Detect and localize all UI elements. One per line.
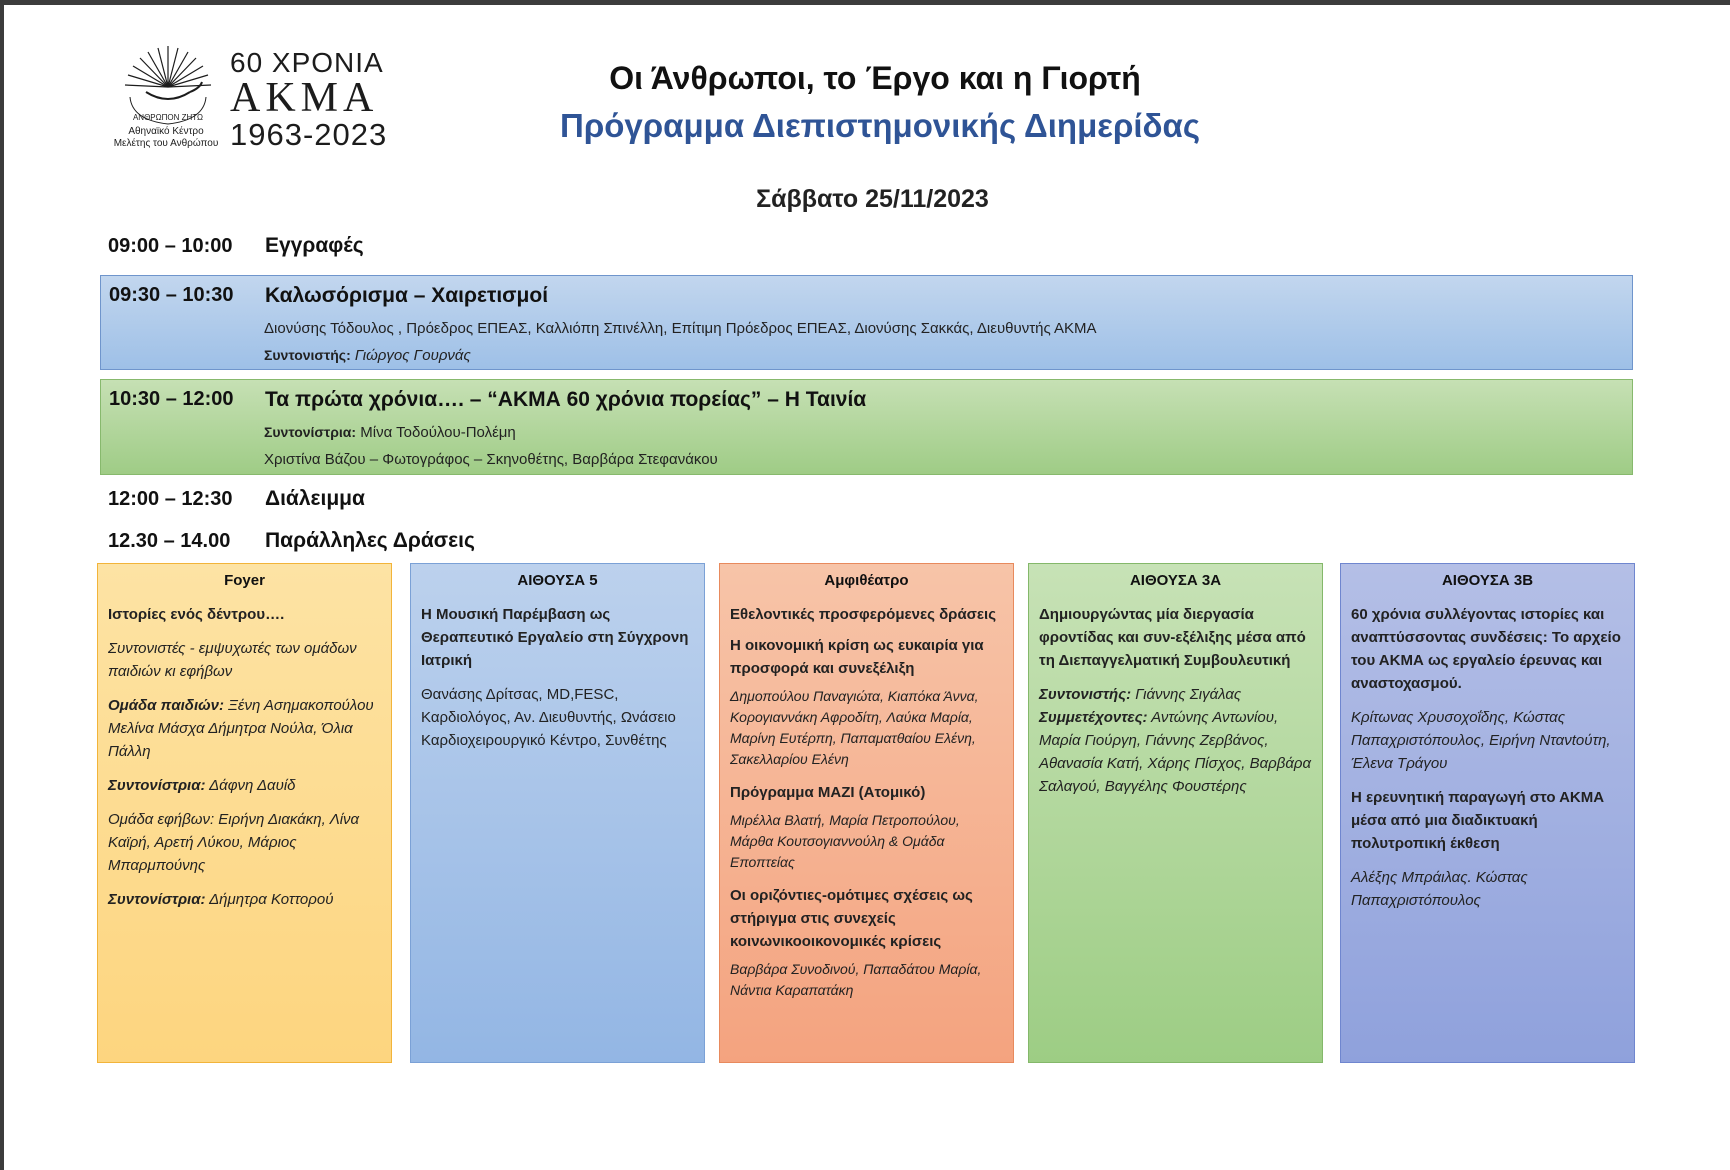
room3a-coord-label: Συντονιστής: (1039, 686, 1132, 703)
amphi-session-1-speakers: Δημοπούλου Παναγιώτα, Κιαπόκα Άννα, Κορογιαννάκη Αφροδίτη, Λαύκα Μαρία, Μαρίνη Ευτέρπη, Παπαματθαίου Ελένη, Σακελλαρίου Ελένη (730, 688, 979, 767)
foyer-coordinator-1 (108, 774, 383, 797)
foyer-coord1-label: Συντονίστρια: (108, 777, 206, 794)
break-time: 12:00 – 12:30 (108, 488, 233, 510)
column-room-3a-head: ΑΙΘΟΥΣΑ 3Α (1129, 572, 1222, 589)
welcome-speakers: Διονύσης Τόδουλος , Πρόεδρος ΕΠΕΑΣ, Καλλιόπη Σπινέλλη, Επίτιμη Πρόεδρος ΕΠΕΑΣ, Διονύσης Σακκάς, Διευθυντής ΑΚΜΑ (264, 320, 1097, 337)
logo-range: 1963-2023 (230, 117, 388, 152)
logo-caption-line1: Αθηναϊκό Κέντρο (128, 126, 204, 137)
event-date: Σάββατο 25/11/2023 (756, 185, 989, 213)
page-title: Οι Άνθρωποι, το Έργο και η Γιορτή (609, 60, 1141, 96)
foyer-kids-group (108, 694, 383, 763)
top-border (0, 0, 1730, 5)
column-amphitheatre (719, 563, 1014, 1063)
amphi-session-2-title: Πρόγραμμα ΜΑΖΙ (Ατομικό) (730, 784, 926, 801)
amphi-section-title: Εθελοντικές προσφερόμενες δράσεις (730, 606, 997, 623)
amphi-session-2-speakers: Μιρέλλα Βλατή, Μαρία Πετροπούλου, Μάρθα Κουτσογιαννούλη & Ομάδα Εποπτείας (730, 812, 960, 870)
room3b-session-2-title: Η ερευνητική παραγωγή στο ΑΚΜΑ μέσα από μια διαδικτυακή πολυτροπική έκθεση (1351, 789, 1605, 852)
room3a-participants (1039, 706, 1314, 798)
film-coordinator-line (264, 424, 516, 441)
welcome-coordinator: Γιώργος Γουρνάς (354, 347, 471, 364)
column-foyer (97, 563, 392, 1063)
foyer-coord2: Δήμητρα Κοττορού (205, 891, 334, 908)
foyer-kids-label: Ομάδα παιδιών: (108, 697, 224, 714)
amphi-session-3-speakers: Βαρβάρα Συνοδινού, Παπαδάτου Μαρία, Νάντια Καραπατάκη (730, 961, 982, 998)
column-room-5-head: ΑΙΘΟΥΣΑ 5 (517, 572, 598, 589)
column-amphitheatre-head: Αμφιθέατρο (824, 572, 909, 589)
room3b-session-1-speakers: Κρίτωνας Χρυσοχοΐδης, Κώστας Παπαχριστόπουλος, Ειρήνη Ντανtούτη, Έλενα Τράγου (1351, 709, 1611, 772)
registration-time: 09:00 – 10:00 (108, 235, 233, 257)
room3a-part: Αντώνης Αντωνίου, Μαρία Γιούργη, Γιάννης Ζερβάνος, Αθανασία Κατή, Χάρης Πίσχος, Βαρβάρα Σαλαγού, Βαγγέλης Φουστέρης (1039, 709, 1312, 795)
parallel-time: 12.30 – 14.00 (108, 530, 231, 552)
welcome-title: Καλωσόρισμα – Χαιρετισμοί (265, 284, 549, 307)
film-credits: Χριστίνα Βάζου – Φωτογράφος – Σκηνοθέτης, Βαρβάρα Στεφανάκου (264, 451, 718, 468)
column-foyer-head: Foyer (224, 572, 265, 589)
film-title: Τα πρώτα χρόνια…. – “ΑΚΜΑ 60 χρόνια πορείας” – Η Ταινία (265, 388, 867, 411)
foyer-coord2-label: Συντονίστρια: (108, 891, 206, 908)
welcome-coordinator-label: Συντονιστής: (264, 347, 351, 363)
amphi-session-1-title: Η οικονομική κρίση ως ευκαιρία για προσφορά και συνεξέλιξη (730, 637, 984, 677)
logo-caption-line2: Μελέτης του Ανθρώπου (113, 138, 219, 149)
column-room-3b-head: ΑΙΘΟΥΣΑ 3Β (1441, 572, 1534, 589)
foyer-kids: Ξένη Ασημακοπούλου Μελίνα Μάσχα Δήμητρα Νούλα, Όλια Πάλλη (108, 697, 374, 760)
film-session (100, 379, 1633, 475)
room3a-coordinator (1039, 683, 1314, 706)
foyer-coord1: Δάφνη Δαυίδ (205, 777, 296, 794)
left-border (0, 0, 4, 1170)
room5-session-title: Η Μουσική Παρέμβαση ως Θεραπευτικό Εργαλείο στη Σύγχρονη Ιατρική (421, 606, 689, 669)
page-subtitle: Πρόγραμμα Διεπιστημονικής Διημερίδας (560, 107, 1200, 144)
room3a-session-title: Δημιουργώντας μία διεργασία φροντίδας και συν-εξέλιξης μέσα από τη Διεπαγγελματική Συμβουλευτική (1039, 606, 1306, 669)
room3a-part-label: Συμμετέχοντες: (1039, 709, 1148, 726)
amphi-session-3-title: Οι οριζόντιες-ομότιμες σχέσεις ως στήριγμα στις συνεχείς κοινωνικοοικονομικές κρίσεις (730, 887, 973, 950)
column-room-3a (1028, 563, 1323, 1063)
welcome-session (100, 275, 1633, 370)
registration-title: Εγγραφές (265, 234, 364, 257)
welcome-coordinator-line (264, 347, 471, 364)
foyer-teens-group: Ομάδα εφήβων: Ειρήνη Διακάκη, Λίνα Καϊρή, Αρετή Λύκου, Μάριος Μπαρμπούνης (108, 811, 360, 874)
room3b-session-1-title: 60 χρόνια συλλέγοντας ιστορίες και αναπτύσσοντας συνδέσεις: Το αρχείο του ΑΚΜΑ ως εργαλείο έρευνας και αναστοχασμού. (1351, 606, 1621, 692)
room5-speaker: Θανάσης Δρίτσας, MD,FESC, Καρδιολόγος, Αν. Διευθυντής, Ωνάσειο Καρδιοχειρουργικό Κέντρο, Συνθέτης (421, 686, 676, 749)
film-time: 10:30 – 12:00 (109, 388, 234, 410)
logo-name: ΑΚΜΑ (230, 75, 379, 121)
room3b-session-2-speakers: Αλέξης Μπράιλας. Κώστας Παπαχριστόπουλος (1351, 869, 1528, 909)
logo-years: 60 ΧΡΟΝΙΑ (230, 47, 384, 78)
column-room-3b (1340, 563, 1635, 1063)
room3a-coord: Γιάννης Σιγάλας (1131, 686, 1242, 703)
column-room-5 (410, 563, 705, 1063)
film-coordinator-label: Συντονίστρια: (264, 424, 357, 440)
foyer-coordinators-note: Συντονιστές - εμψυχωτές των ομάδων παιδιών κι εφήβων (108, 640, 357, 680)
parallel-title: Παράλληλες Δράσεις (265, 529, 475, 552)
welcome-time: 09:30 – 10:30 (109, 284, 234, 306)
foyer-session-title: Ιστορίες ενός δέντρου…. (108, 606, 285, 623)
svg-text:ΑΝΘΡΩΠΟΝ ΖΗΤΩ: ΑΝΘΡΩΠΟΝ ΖΗΤΩ (132, 113, 204, 122)
break-title: Διάλειμμα (265, 487, 365, 510)
film-coordinator: Μίνα Τοδούλου-Πολέμη (360, 424, 516, 441)
foyer-coordinator-2 (108, 888, 383, 911)
